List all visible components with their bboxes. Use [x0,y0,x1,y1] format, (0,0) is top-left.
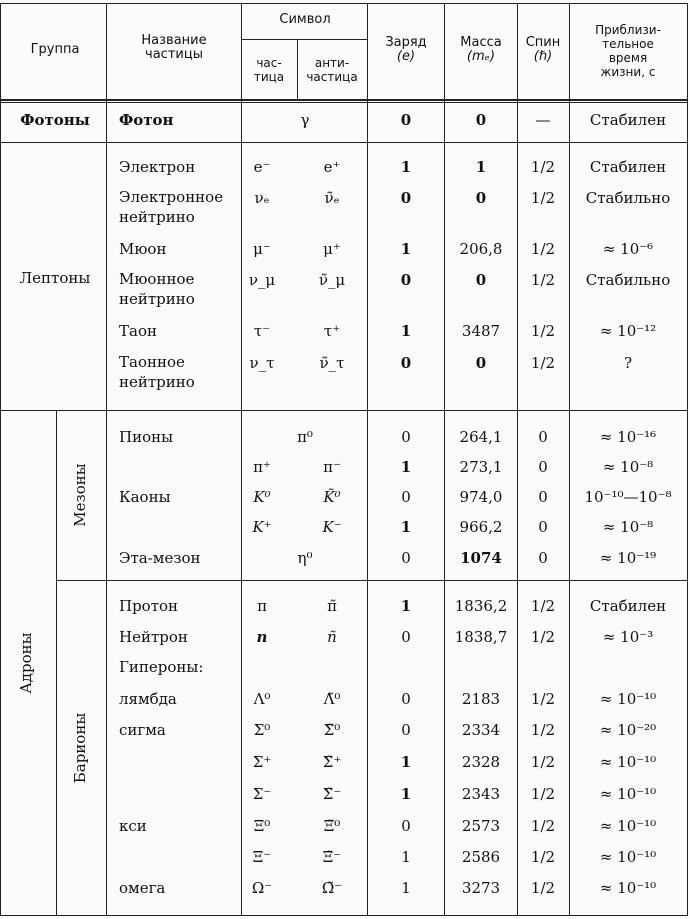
row-xi0-anti: Ξ̃⁰ [323,817,341,835]
row-lambda-mass: 2183 [461,690,501,708]
row-omega-charge: 1 [401,879,411,897]
rule-bottom [0,915,688,916]
row-sigmap-charge: 1 [400,753,412,771]
header-charge-line1: Заряд [385,35,427,50]
row-xi0-charge: 0 [401,817,411,835]
row-xim-particle: Ξ⁻ [252,848,272,866]
row-pion0-name: Пионы [119,428,174,446]
row-tau-neutrino-name [119,352,195,392]
row-kaon0-charge: 0 [401,488,411,506]
row-xi0-name: кси [119,817,147,835]
row-tau-neutrino-name2: нейтрино [119,373,195,391]
row-e-neutrino-particle: νₑ [254,189,270,207]
row-tau-charge: 1 [400,322,412,340]
header-anti-line2: частица [306,70,358,84]
rule-hadron-sub [56,410,57,916]
row-sigmam-mass: 2343 [461,785,501,803]
row-xi0-mass: 2573 [461,817,501,835]
row-kaon0-spin: 0 [538,488,548,506]
row-omega-name: омега [119,879,166,897]
row-neutron-name: Нейтрон [119,628,188,646]
row-lambda-name: лямбда [119,690,177,708]
rule-anti-left [297,39,298,101]
header-anti-line1: анти- [314,56,350,70]
row-kaonpm-particle: K⁺ [252,518,272,536]
header-group: Группа [30,42,80,57]
row-sigmam-anti: Σ̃⁻ [322,785,342,803]
header-mass-line2: (mₑ) [466,49,496,64]
row-photon-name: Фотон [119,111,174,129]
header-mass-line1: Масса [460,35,502,50]
group-hadrons: Адроны [17,632,35,694]
row-mu-neutrino-life: Стабильно [585,271,671,289]
header-spin-line1: Спин [525,35,561,50]
row-tau-neutrino-life: ? [623,354,633,372]
row-proton-spin: 1/2 [530,597,556,615]
row-xim-mass: 2586 [461,848,501,866]
row-tau-particle: τ⁻ [253,322,271,340]
row-proton-particle: π [257,597,267,615]
row-pion0-life: ≈ 10⁻¹⁶ [599,428,657,446]
row-omega-life: ≈ 10⁻¹⁰ [599,879,657,897]
row-electron-spin: 1/2 [530,158,556,176]
row-mu-neutrino-name1: Мюонное [119,270,195,288]
header-particle-line2: тица [253,70,285,84]
row-e-neutrino-mass: 0 [475,189,487,207]
row-kaon0-mass: 974,0 [459,488,503,506]
header-antiparticle [306,56,357,84]
row-mu-neutrino-name [119,269,195,309]
row-neutron-life: ≈ 10⁻³ [602,628,654,646]
header-life-line3: время [608,51,648,65]
row-muon-anti: μ⁺ [323,240,341,258]
rule-header-bottom [0,99,688,101]
row-photon-spin: — [535,111,551,129]
rule-symbol-split [241,39,367,40]
row-kaon0-life: 10⁻¹⁰—10⁻⁸ [584,488,672,506]
rule-name-left [106,3,107,916]
row-tau-anti: τ⁺ [323,322,341,340]
row-kaonpm-life: ≈ 10⁻⁸ [602,518,654,536]
row-proton-anti: π̃ [327,597,337,615]
row-muon-mass: 206,8 [459,240,503,258]
row-e-neutrino-name [119,187,223,227]
rule-symbol-left [241,3,242,916]
rule-leptons-bottom [0,410,688,411]
row-eta-charge: 0 [401,549,411,567]
rule-mass-right [517,3,518,916]
row-electron-anti: e⁺ [323,158,341,176]
rule-left [0,3,1,916]
row-e-neutrino-spin: 1/2 [530,189,556,207]
header-particle [254,56,284,84]
row-xi0-life: ≈ 10⁻¹⁰ [599,817,657,835]
row-kaon0-anti: K̃⁰ [323,488,341,506]
row-xim-anti: Ξ̃⁻ [322,848,342,866]
row-electron-name: Электрон [119,158,196,176]
row-xi0-spin: 1/2 [530,817,556,835]
header-name-line1: Название [141,33,207,48]
group-photons: Фотоны [20,111,90,129]
row-neutron-charge: 0 [401,628,411,646]
row-muon-spin: 1/2 [530,240,556,258]
row-sigma0-particle: Σ⁰ [253,721,271,739]
row-xi0-particle: Ξ⁰ [253,817,271,835]
header-charge-line2: (e) [396,49,416,64]
header-symbol: Символ [279,12,331,27]
row-omega-anti: Ω̃⁻ [321,879,343,897]
header-spin-line2: (ℏ) [533,49,553,64]
row-photon-mass: 0 [475,111,487,129]
row-pion0-mass: 264,1 [459,428,503,446]
group-mesons: Мезоны [71,463,89,527]
row-sigma0-charge: 0 [401,721,411,739]
row-proton-name: Протон [119,597,179,615]
row-pionpm-spin: 0 [538,458,548,476]
header-life-line2: тельное [602,37,654,51]
row-pionpm-anti: π⁻ [323,458,341,476]
row-pion0-symbol: π⁰ [297,428,313,446]
rule-symbol-right [367,3,368,916]
row-eta-life: ≈ 10⁻¹⁹ [599,549,657,567]
row-kaonpm-spin: 0 [538,518,548,536]
row-pion0-spin: 0 [538,428,548,446]
row-photon-life: Стабилен [589,111,667,129]
row-eta-spin: 0 [538,549,548,567]
row-photon-symbol: γ [300,111,310,129]
row-muon-life: ≈ 10⁻⁶ [602,240,654,258]
row-electron-mass: 1 [475,158,487,176]
row-sigma0-life: ≈ 10⁻²⁰ [599,721,657,739]
header-name [141,34,206,62]
row-kaon0-name: Каоны [119,488,171,506]
row-lambda-anti: Λ̃⁰ [323,690,341,708]
row-sigmap-spin: 1/2 [530,753,556,771]
row-mu-neutrino-charge: 0 [400,271,412,289]
row-muon-particle: μ⁻ [253,240,271,258]
header-particle-line1: час- [256,56,282,70]
row-tau-neutrino-mass: 0 [475,354,487,372]
row-tau-neutrino-anti: ν̃_τ [319,354,345,372]
row-sigma0-anti: Σ̃⁰ [323,721,341,739]
row-omega-mass: 3273 [461,879,501,897]
row-pion0-charge: 0 [401,428,411,446]
row-tau-mass: 3487 [461,322,501,340]
row-e-neutrino-name2: нейтрино [119,208,195,226]
header-life-line1: Приблизи- [595,23,661,37]
row-sigma0-mass: 2334 [461,721,501,739]
rule-photons-bottom [0,142,688,143]
row-hyperons-name: Гипероны: [119,658,204,676]
row-kaonpm-mass: 966,2 [459,518,503,536]
row-proton-mass: 1836,2 [454,597,508,615]
row-electron-particle: e⁻ [253,158,271,176]
row-electron-life: Стабилен [589,158,667,176]
row-neutron-particle: n [256,628,268,646]
row-pionpm-life: ≈ 10⁻⁸ [602,458,654,476]
row-omega-particle: Ω⁻ [251,879,273,897]
header-name-line2: частицы [145,47,203,62]
header-charge [385,36,426,64]
row-muon-charge: 1 [400,240,412,258]
header-lifetime [595,23,661,79]
row-sigmap-life: ≈ 10⁻¹⁰ [599,753,657,771]
row-kaon0-particle: K⁰ [253,488,271,506]
row-lambda-spin: 1/2 [530,690,556,708]
group-baryons: Барионы [71,712,89,784]
row-kaonpm-anti: K⁻ [322,518,342,536]
row-eta-mass: 1074 [460,549,502,567]
row-e-neutrino-charge: 0 [400,189,412,207]
row-tau-neutrino-particle: ν_τ [249,354,275,372]
row-eta-name: Эта-мезон [119,549,201,567]
row-lambda-particle: Λ⁰ [253,690,271,708]
row-tau-neutrino-charge: 0 [400,354,412,372]
row-mu-neutrino-particle: ν_μ [248,271,276,289]
row-e-neutrino-name1: Электронное [119,188,224,206]
row-e-neutrino-life: Стабильно [585,189,671,207]
row-sigmam-charge: 1 [400,785,412,803]
header-spin [526,36,561,64]
row-neutron-anti: ñ [327,628,337,646]
row-lambda-charge: 0 [401,690,411,708]
row-lambda-life: ≈ 10⁻¹⁰ [599,690,657,708]
row-pionpm-particle: π⁺ [253,458,271,476]
row-eta-symbol: η⁰ [297,549,313,567]
row-sigmam-spin: 1/2 [530,785,556,803]
row-tau-neutrino-spin: 1/2 [530,354,556,372]
row-kaonpm-charge: 1 [400,518,412,536]
row-tau-spin: 1/2 [530,322,556,340]
row-neutron-mass: 1838,7 [454,628,508,646]
rule-mesons-bottom [56,580,688,581]
row-pionpm-mass: 273,1 [459,458,503,476]
rule-header-bottom-2 [0,102,688,103]
row-sigmam-particle: Σ⁻ [252,785,272,803]
row-sigmap-mass: 2328 [461,753,501,771]
row-electron-charge: 1 [400,158,412,176]
row-proton-life: Стабилен [589,597,667,615]
row-xim-spin: 1/2 [530,848,556,866]
row-sigmap-particle: Σ⁺ [252,753,272,771]
row-xim-charge: 1 [401,848,411,866]
row-sigma0-name: сигма [119,721,166,739]
rule-spin-right [569,3,570,916]
row-sigmam-life: ≈ 10⁻¹⁰ [599,785,657,803]
row-photon-charge: 0 [400,111,412,129]
row-e-neutrino-anti: ν̃ₑ [324,189,340,207]
row-tau-life: ≈ 10⁻¹² [599,322,657,340]
group-leptons: Лептоны [19,269,91,287]
row-sigmap-anti: Σ̃⁺ [322,753,342,771]
row-mu-neutrino-spin: 1/2 [530,271,556,289]
row-mu-neutrino-mass: 0 [475,271,487,289]
row-neutron-spin: 1/2 [530,628,556,646]
row-sigma0-spin: 1/2 [530,721,556,739]
row-omega-spin: 1/2 [530,879,556,897]
rule-top [0,3,688,4]
row-tau-neutrino-name1: Таонное [119,353,185,371]
row-tau-name: Таон [119,322,157,340]
row-xim-life: ≈ 10⁻¹⁰ [599,848,657,866]
row-mu-neutrino-name2: нейтрино [119,290,195,308]
row-proton-charge: 1 [400,597,412,615]
rule-right [687,3,688,916]
row-mu-neutrino-anti: ν̃_μ [318,271,346,289]
row-muon-name: Мюон [119,240,167,258]
header-life-line4: жизни, с [600,65,656,79]
rule-charge-right [444,3,445,916]
row-pionpm-charge: 1 [400,458,412,476]
header-mass [460,36,501,64]
